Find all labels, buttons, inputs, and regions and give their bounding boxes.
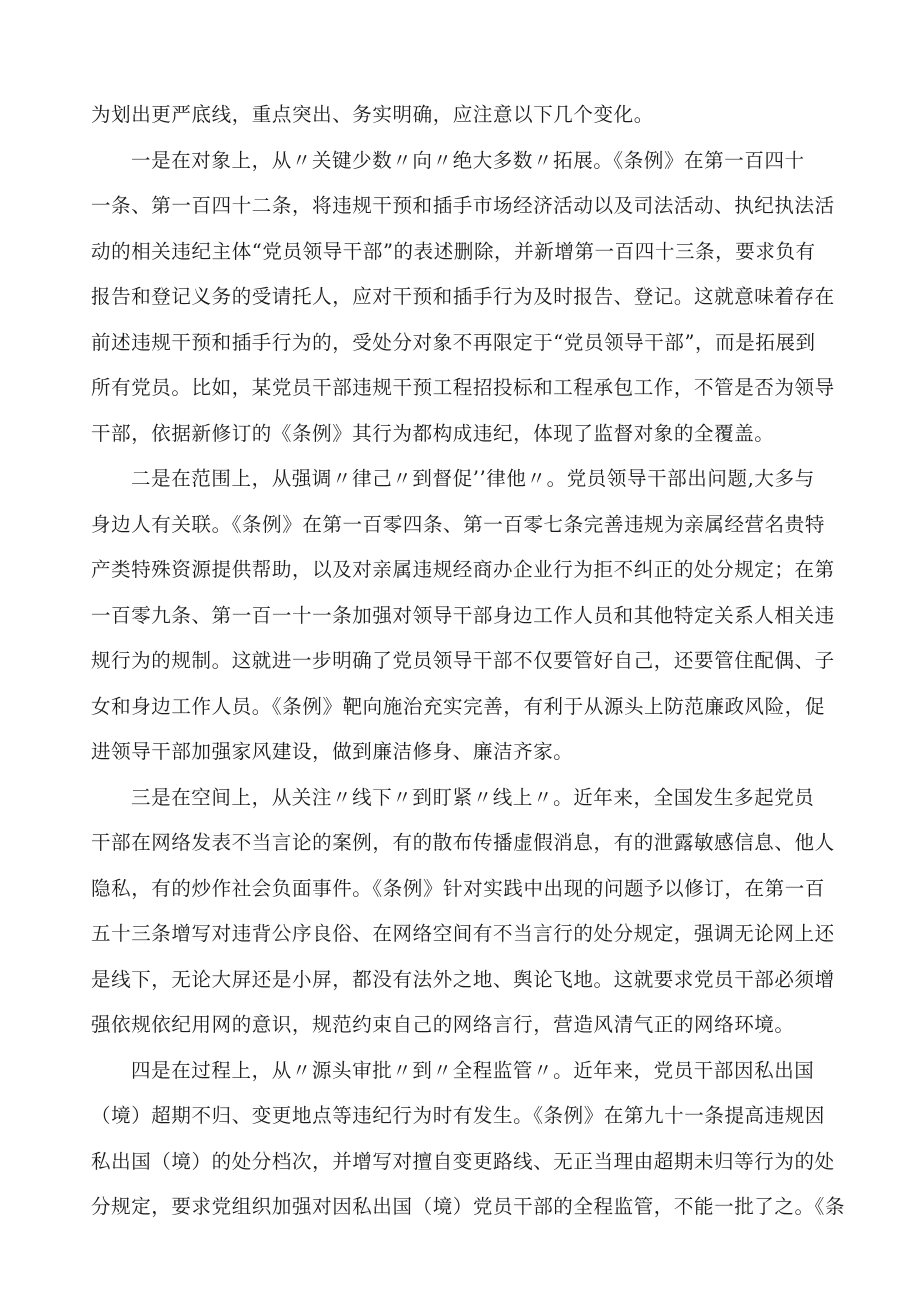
paragraph-first-line: 二是在范围上，从强调〃律己〃到督促’’律他〃。党员领导干部出问题,大多与 (131, 467, 815, 490)
text-line: 规行为的规制。这就进一步明确了党员领导干部不仅要管好自己，还要管住配偶、子 (91, 649, 835, 672)
text-line: 为划出更严底线，重点突出、务实明确，应注意以下几个变化。 (91, 103, 654, 126)
text-line: 五十三条增写对违背公序良俗、在网络空间有不当言行的处分规定，强调无论网上还 (91, 922, 835, 945)
paragraph-first-line: 四是在过程上，从〃源头审批〃到〃全程监管〃。近年来，党员干部因私出国 (131, 1058, 815, 1082)
text-line: 前述违规干预和插手行为的，受处分对象不再限定于“党员领导干部”，而是拓展到 (91, 330, 816, 354)
text-line: 干部，依据新修订的《条例》其行为都构成违纪，体现了监督对象的全覆盖。 (91, 421, 775, 445)
text-line: 一条、第一百四十二条，将违规干预和插手市场经济活动以及司法活动、执纪执法活 (91, 194, 835, 217)
text-line: 动的相关违纪主体“党员领导干部”的表述删除，并新增第一百四十三条，要求负有 (91, 239, 816, 263)
text-line: 分规定，要求党组织加强对因私出国（境）党员干部的全程监管，不能一批了之。《条 (91, 1195, 846, 1218)
text-line: 身边人有关联。《条例》在第一百零四条、第一百零七条完善违规为亲属经营名贵特 (91, 512, 825, 536)
text-line: 所有党员。比如，某党员干部违规干预工程招投标和工程承包工作，不管是否为领导 (91, 376, 835, 399)
text-line: （境）超期不归、变更地点等违纪行为时有发生。《条例》在第九十一条提高违规因 (91, 1104, 825, 1127)
text-line: 产类特殊资源提供帮助，以及对亲属违规经商办企业行为拒不纠正的处分规定；在第 (91, 558, 835, 581)
text-line: 报告和登记义务的受请托人，应对干预和插手行为及时报告、登记。这就意味着存在 (91, 285, 835, 308)
text-line: 一百零九条、第一百一十一条加强对领导干部身边工作人员和其他特定关系人相关违 (91, 603, 835, 627)
text-line: 女和身边工作人员。《条例》靶向施治充实完善，有利于从源头上防范廉政风险，促 (91, 694, 825, 718)
document-body (91, 92, 851, 1230)
paragraph-first-line: 一是在对象上，从〃关键少数〃向〃绝大多数〃拓展。《条例》在第一百四十 (131, 148, 805, 172)
text-line: 进领导干部加强家风建设，做到廉洁修身、廉洁齐家。 (91, 740, 574, 763)
text-line: 私出国（境）的处分档次，并增写对擅自变更路线、无正当理由超期未归等行为的处 (91, 1149, 835, 1173)
text-line: 强依规依纪用网的意识，规范约束自己的网络言行，营造风清气正的网络环境。 (91, 1013, 795, 1036)
text-line: 是线下，无论大屏还是小屏，都没有法外之地、舆论飞地。这就要求党员干部必须增 (91, 967, 835, 991)
text-line: 隐私，有的炒作社会负面事件。《条例》针对实践中出现的问题予以修订，在第一百 (91, 876, 825, 900)
text-line: 干部在网络发表不当言论的案例，有的散布传播虚假消息，有的泄露敏感信息、他人 (91, 831, 835, 854)
paragraph-first-line: 三是在空间上，从关注〃线下〃到盯紧〃线上〃。近年来，全国发生多起党员 (131, 785, 815, 809)
